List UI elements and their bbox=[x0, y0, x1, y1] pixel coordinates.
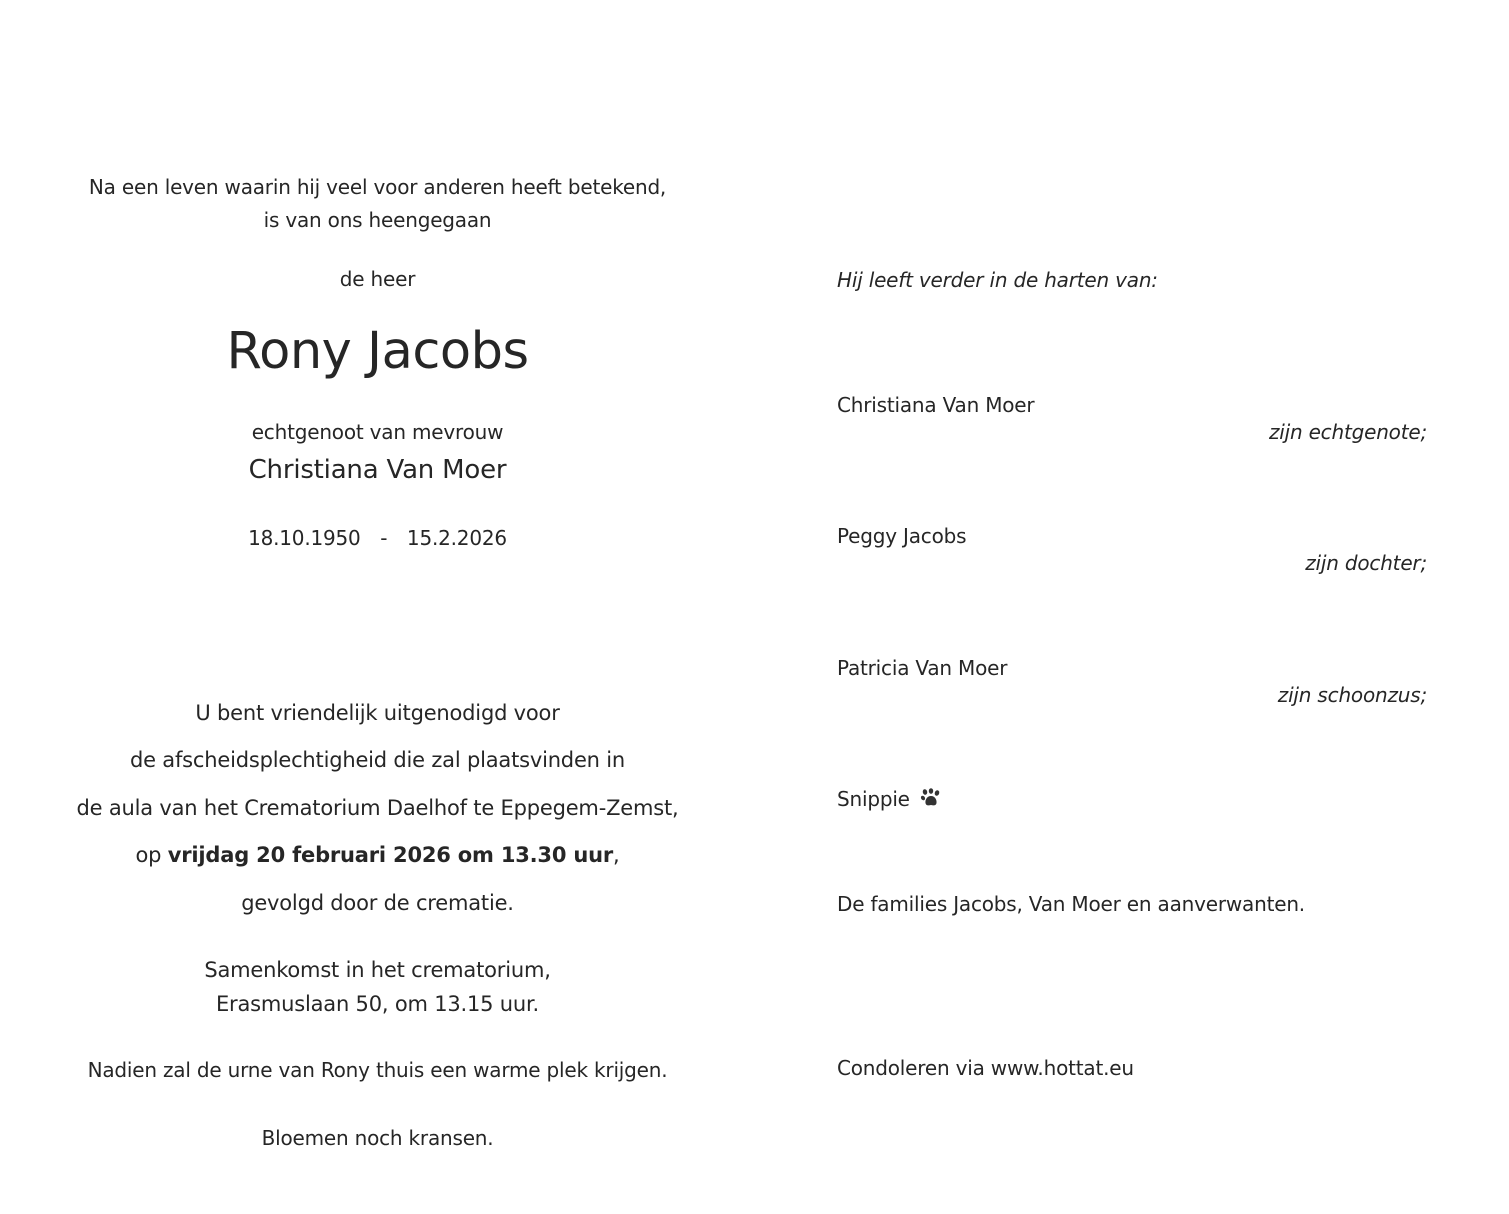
title-de-heer: de heer bbox=[339, 267, 416, 291]
mourner-relation: zijn echtgenote; bbox=[1268, 420, 1427, 444]
mourner-name: Peggy Jacobs bbox=[837, 524, 967, 548]
pet-line bbox=[837, 787, 942, 811]
invite-line-5: gevolgd door de crematie. bbox=[241, 891, 514, 915]
gathering-line-1: Samenkomst in het crematorium, bbox=[204, 958, 551, 982]
mourners-heading: Hij leeft verder in de harten van: bbox=[837, 268, 1158, 292]
invite-line-4-suffix: , bbox=[613, 843, 620, 867]
death-date: 15.2.2026 bbox=[406, 526, 507, 550]
birth-date: 18.10.1950 bbox=[248, 526, 361, 550]
urn-note: Nadien zal de urne van Rony thuis een warme plek krijgen. bbox=[87, 1058, 668, 1082]
intro-line-1: Na een leven waarin hij veel voor anderen heeft betekend, bbox=[88, 175, 667, 199]
gathering-line-2: Erasmuslaan 50, om 13.15 uur. bbox=[215, 992, 540, 1016]
spouse-name: Christiana Van Moer bbox=[248, 455, 507, 485]
condolence-line: Condoleren via www.hottat.eu bbox=[837, 1056, 1134, 1080]
invite-line-4-prefix: op bbox=[135, 843, 168, 867]
ceremony-datetime: vrijdag 20 februari 2026 om 13.30 uur bbox=[167, 843, 614, 867]
date-separator: - bbox=[380, 526, 388, 550]
invite-line-1: U bent vriendelijk uitgenodigd voor bbox=[195, 701, 560, 725]
deceased-name: Rony Jacobs bbox=[226, 322, 529, 381]
flowers-note: Bloemen noch kransen. bbox=[261, 1126, 494, 1150]
intro-line-2: is van ons heengegaan bbox=[263, 208, 492, 232]
mourner-name: Christiana Van Moer bbox=[837, 393, 1035, 417]
mourner-name: Patricia Van Moer bbox=[837, 656, 1008, 680]
families-line: De families Jacobs, Van Moer en aanverwanten. bbox=[837, 892, 1305, 916]
pet-name: Snippie bbox=[837, 787, 910, 811]
invite-line-4 bbox=[0, 843, 755, 867]
invite-line-2: de afscheidsplechtigheid die zal plaatsvinden in bbox=[129, 748, 625, 772]
mourner-relation: zijn dochter; bbox=[1305, 551, 1427, 575]
invite-line-3: de aula van het Crematorium Daelhof te Eppegem-Zemst, bbox=[76, 796, 679, 820]
mourner-relation: zijn schoonzus; bbox=[1277, 683, 1427, 707]
paw-print-icon bbox=[920, 788, 942, 808]
life-dates bbox=[0, 526, 755, 550]
spouse-label: echtgenoot van mevrouw bbox=[251, 420, 504, 444]
